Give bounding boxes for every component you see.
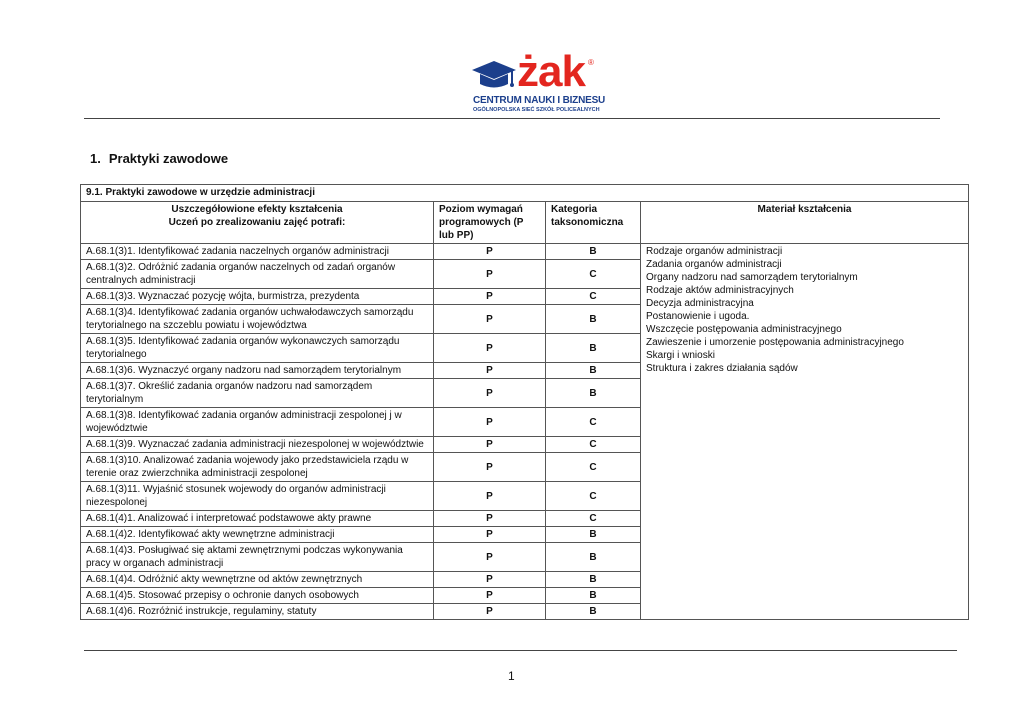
section-heading [90,152,228,165]
page-number: 1 [508,669,515,683]
category-cell: C [546,482,641,511]
level-cell: P [434,244,546,260]
header-effects [81,202,434,244]
category-cell: C [546,437,641,453]
category-cell: B [546,244,641,260]
category-cell: C [546,260,641,289]
category-cell: B [546,379,641,408]
effect-cell: A.68.1(3)9. Wyznaczać zadania administracji niezespolonej w województwie [81,437,434,453]
material-item: Postanowienie i ugoda. [646,311,750,322]
category-cell: B [546,543,641,572]
level-cell: P [434,363,546,379]
effect-cell: A.68.1(4)2. Identyfikować akty wewnętrzne administracji [81,527,434,543]
level-cell: P [434,604,546,620]
category-cell: B [546,363,641,379]
effect-cell: A.68.1(3)6. Wyznaczyć organy nadzoru nad samorządem terytorialnym [81,363,434,379]
level-cell: P [434,453,546,482]
level-cell: P [434,482,546,511]
level-cell: P [434,408,546,437]
effect-cell: A.68.1(3)5. Identyfikować zadania organów wykonawczych samorządu terytorialnego [81,334,434,363]
effect-cell: A.68.1(3)8. Identyfikować zadania organów administracji zespolonej j w województwie [81,408,434,437]
category-cell: C [546,289,641,305]
header-level: Poziom wymagań programowych (P lub PP) [434,202,546,244]
practice-table [80,184,969,620]
heading-title: Praktyki zawodowe [108,151,229,166]
level-cell: P [434,588,546,604]
level-cell: P [434,305,546,334]
table-section-title: 9.1. Praktyki zawodowe w urzędzie administracji [81,185,969,202]
material-item: Zadania organów administracji [646,259,782,270]
level-cell: P [434,289,546,305]
material-item: Skargi i wnioski [646,350,715,361]
effect-cell: A.68.1(3)2. Odróżnić zadania organów naczelnych od zadań organów centralnych administracji [81,260,434,289]
material-item: Organy nadzoru nad samorządem terytorialnym [646,272,858,283]
level-cell: P [434,527,546,543]
effect-cell: A.68.1(3)10. Analizować zadania wojewody jako przedstawiciela rządu w terenie oraz zwierzchnika administracji zespolonej [81,453,434,482]
category-cell: B [546,305,641,334]
effect-cell: A.68.1(4)6. Rozróżnić instrukcje, regulaminy, statuty [81,604,434,620]
effect-cell: A.68.1(3)7. Określić zadania organów nadzoru nad samorządem terytorialnym [81,379,434,408]
category-cell: B [546,572,641,588]
material-item: Rodzaje aktów administracyjnych [646,285,794,296]
level-cell: P [434,543,546,572]
effect-cell: A.68.1(4)4. Odróżnić akty wewnętrzne od aktów zewnętrznych [81,572,434,588]
footer-divider [84,650,957,651]
effect-cell: A.68.1(4)3. Posługiwać się aktami zewnętrznymi podczas wykonywania pracy w organach administracji [81,543,434,572]
table-section-row [81,185,969,202]
category-cell: C [546,511,641,527]
header-divider [84,118,940,119]
effect-cell: A.68.1(3)11. Wyjaśnić stosunek wojewody do organów administracji niezespolonej [81,482,434,511]
logo-line1: CENTRUM NAUKI I BIZNESU [473,95,606,106]
category-cell: B [546,334,641,363]
table-row [81,244,969,260]
registered-mark: ® [588,58,594,67]
effect-cell: A.68.1(3)3. Wyznaczać pozycję wójta, burmistrza, prezydenta [81,289,434,305]
category-cell: B [546,588,641,604]
table-header-row [81,202,969,244]
level-cell: P [434,260,546,289]
effect-cell: A.68.1(4)5. Stosować przepisy o ochronie danych osobowych [81,588,434,604]
level-cell: P [434,572,546,588]
logo-line2: OGÓLNOPOLSKA SIEĆ SZKÓŁ POLICEALNYCH [473,107,600,113]
material-item: Struktura i zakres działania sądów [646,363,798,374]
material-item: Zawieszenie i umorzenie postępowania administracyjnego [646,337,904,348]
header-category: Kategoria taksonomiczna [546,202,641,244]
zak-logo [470,47,606,118]
material-item: Wszczęcie postępowania administracyjnego [646,324,842,335]
effect-cell: A.68.1(4)1. Analizować i interpretować podstawowe akty prawne [81,511,434,527]
header-effects-line1: Uszczegółowione efekty kształcenia [171,204,343,215]
level-cell: P [434,437,546,453]
header-effects-line2: Uczeń po zrealizowaniu zajęć potrafi: [168,217,346,228]
effect-cell: A.68.1(3)1. Identyfikować zadania naczelnych organów administracji [81,244,434,260]
material-cell [641,244,969,620]
material-item: Decyzja administracyjna [646,298,754,309]
level-cell: P [434,511,546,527]
graduation-cap-icon [470,58,518,94]
category-cell: C [546,408,641,437]
header-material: Materiał kształcenia [641,202,969,244]
heading-number: 1. [90,151,101,166]
logo-brand: żak [517,47,585,96]
category-cell: B [546,604,641,620]
effect-cell: A.68.1(3)4. Identyfikować zadania organów uchwałodawczych samorządu terytorialnego na szczeblu powiatu i województwa [81,305,434,334]
material-item: Rodzaje organów administracji [646,246,783,257]
category-cell: C [546,453,641,482]
level-cell: P [434,379,546,408]
category-cell: B [546,527,641,543]
level-cell: P [434,334,546,363]
